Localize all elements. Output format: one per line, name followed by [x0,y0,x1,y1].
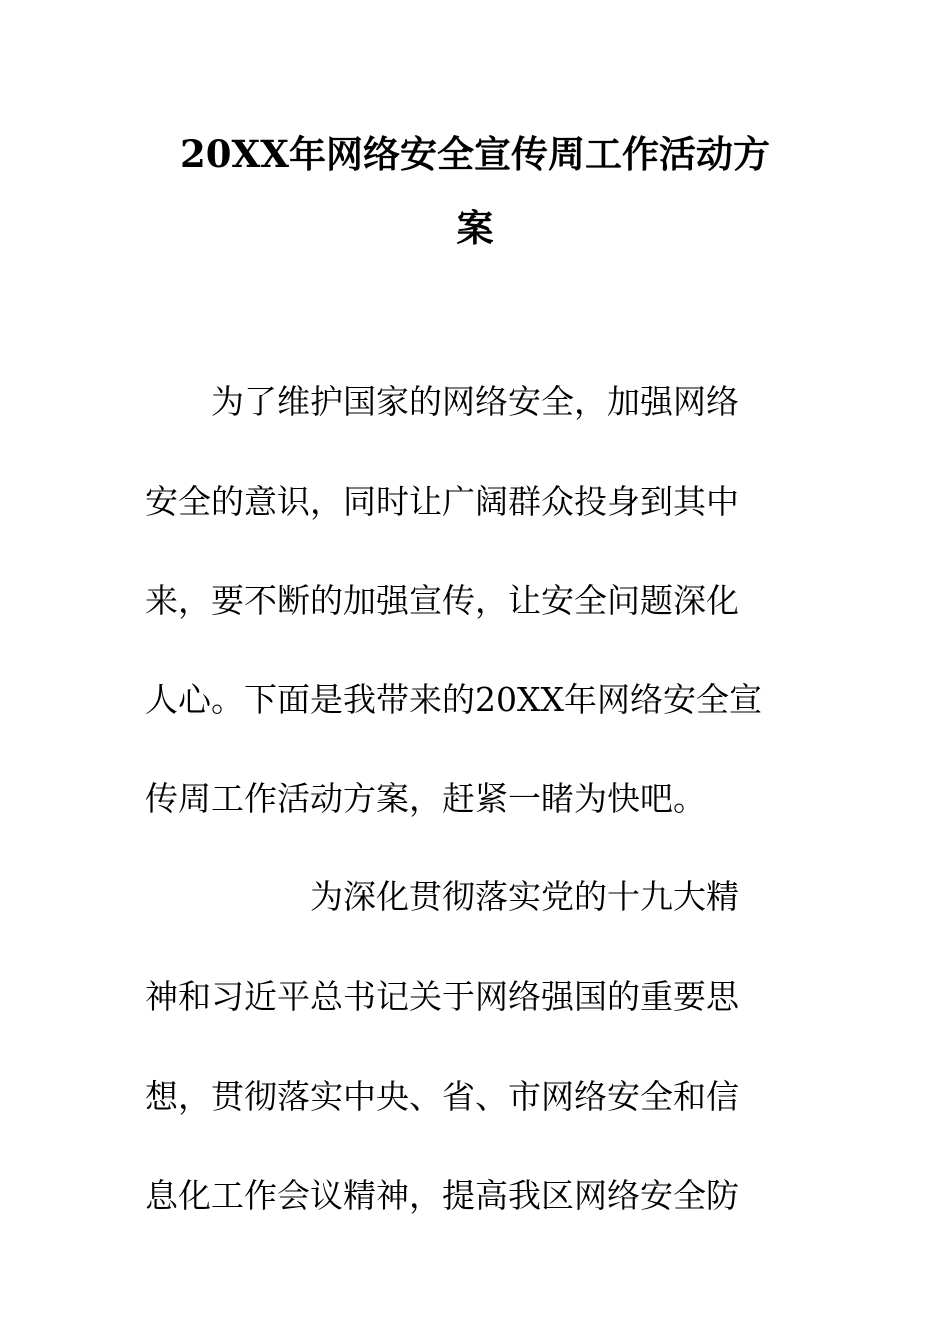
document-title-line-2: 案 [456,206,494,250]
intro-paragraph-line-1: 为了维护国家的网络安全，加强网络 [145,382,739,421]
intro-paragraph-line-3: 来，要不断的加强宣传，让安全问题深化 [145,581,739,620]
intro-paragraph-line-4: 人心。下面是我带来的20XX年网络安全宣 [145,680,762,719]
body-paragraph-line-1: 为深化贯彻落实党的十九大精 [145,877,739,916]
intro-paragraph-line-2: 安全的意识，同时让广阔群众投身到其中 [145,482,739,521]
intro-paragraph-line-5: 传周工作活动方案，赶紧一睹为快吧。 [145,779,706,818]
body-paragraph-line-2: 神和习近平总书记关于网络强国的重要思 [145,977,739,1016]
document-title-line-1: 20XX年网络安全宣传周工作活动方 [180,132,770,176]
body-paragraph-line-3: 想，贯彻落实中央、省、市网络安全和信 [145,1077,739,1116]
body-paragraph-line-4: 息化工作会议精神，提高我区网络安全防 [145,1176,739,1215]
